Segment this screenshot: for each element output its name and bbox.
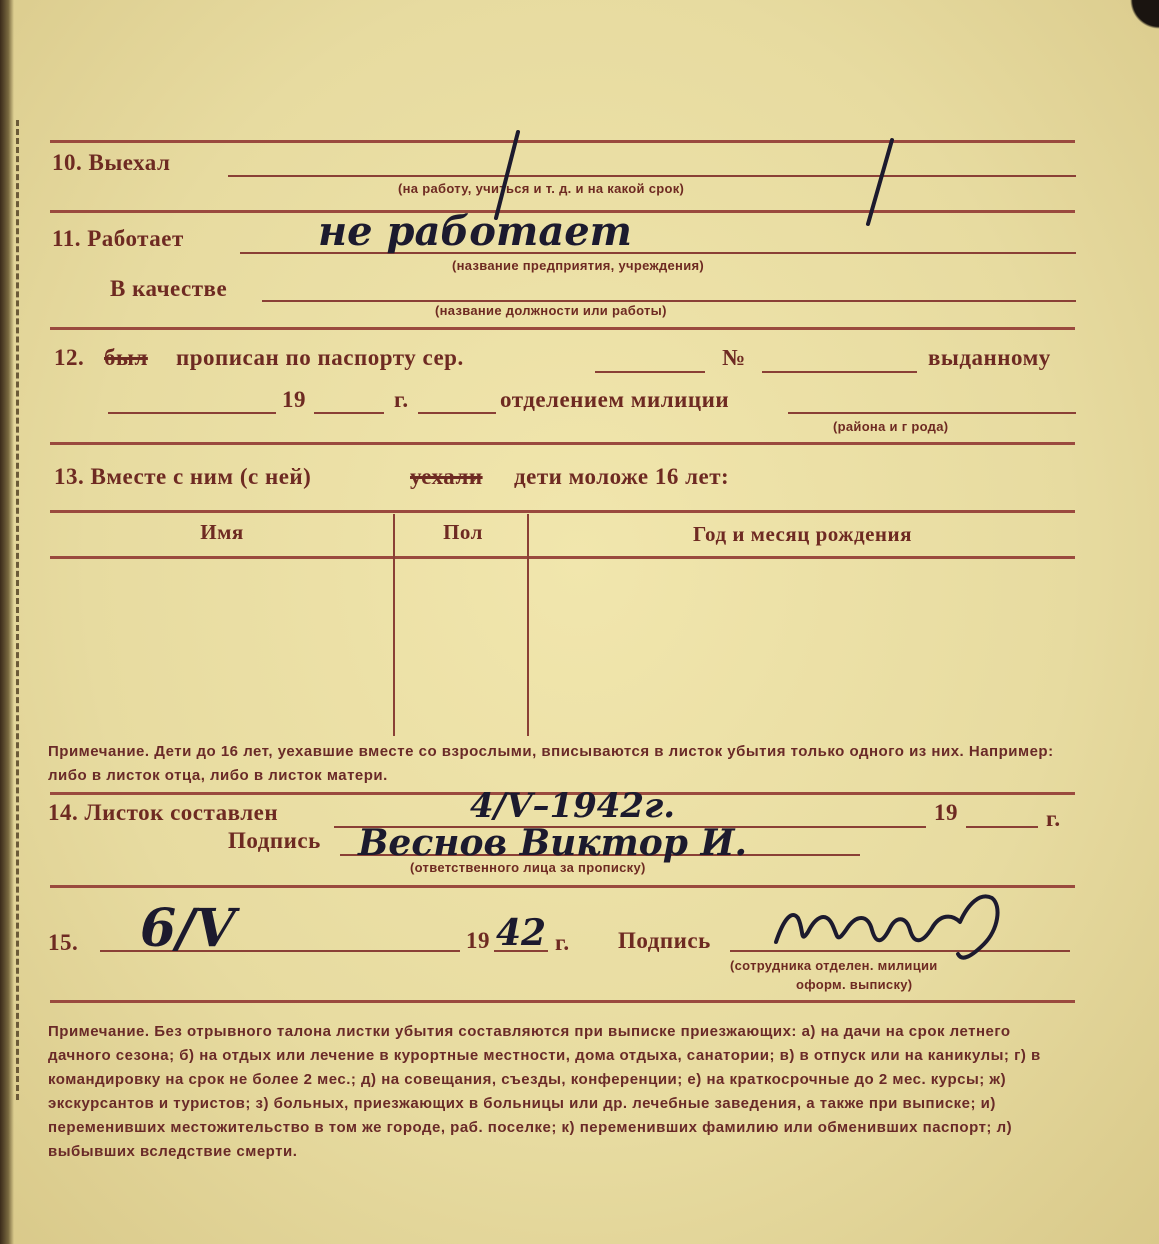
field15-date-handwritten: 6/V (140, 898, 236, 959)
field10-hint: (на работу, учиться и т. д. и на какой срок) (398, 181, 685, 196)
field15-hint2: оформ. выписку) (796, 977, 913, 992)
field13-struck-word: уехали (410, 464, 483, 489)
field15-g-label: г. (555, 930, 570, 955)
field11-label: 11. Работает (52, 226, 184, 251)
children-col-name: Имя (200, 520, 244, 544)
field12-text1: прописан по паспорту сер. (176, 345, 464, 370)
field12-struck-word: был (104, 345, 148, 370)
ink-slash-mark (496, 132, 518, 218)
ink-slash-mark (868, 140, 892, 224)
field14-date-handwritten: 4/V–1942г. (470, 786, 676, 826)
field12-year-label: 19 (282, 387, 306, 412)
field13-note: Примечание. Дети до 16 лет, уехавшие вместе со взрослыми, вписываются в листок убытия только одного из них. Например: либо в листок отца, либо в листок матери. (48, 743, 1054, 784)
field15-hint1: (сотрудника отделен. милиции (730, 958, 938, 973)
field15-year-label: 19 (466, 928, 490, 953)
field12-g-label: г. (394, 387, 409, 412)
field12-no-label: № (722, 345, 746, 370)
field12-hint: (района и г рода) (833, 419, 949, 434)
field11-hint1: (название предприятия, учреждения) (452, 258, 705, 273)
police-signature (776, 896, 998, 957)
field14-signature-label: Подпись (228, 828, 321, 853)
field15-year-handwritten: 42 (496, 912, 547, 954)
field13-text-before: 13. Вместе с ним (с ней) (54, 464, 312, 489)
field11-hint2: (название должности или работы) (435, 303, 667, 318)
field15-label: 15. (48, 930, 79, 955)
footnote: Примечание. Без отрывного талона листки убытия составляются при выписке приезжающих: а) на дачи на срок летнего дачного сезона; б) на отдых или лечение в курортные местности, дома отдыха, санатории; в) в отпуск или на каникулы; г) в командировку на срок не более 2 мес.; д) на совещания, съезды, конференции; е) на краткосрочные до 2 мес. курсы; ж) экскурсантов и туристов; з) больных, приезжающих в больницы или др. лечебные заведения, а также при выписке; и) переменивших местожительство в том же городе, раб. поселке; к) переменивших фамилию или обменивших паспорт; л) выбывших вследствие смерти. (48, 1023, 1041, 1160)
field11-position-label: В качестве (110, 276, 228, 301)
field14-hint: (ответственного лица за прописку) (410, 860, 646, 875)
field15-signature-label: Подпись (618, 928, 711, 953)
field10-label: 10. Выехал (52, 150, 171, 175)
children-col-sex: Пол (443, 520, 483, 544)
field14-label: 14. Листок составлен (48, 800, 279, 825)
field14-year-label: 19 (934, 800, 958, 825)
field12-text2: выданному (928, 345, 1051, 370)
field12-number: 12. (54, 345, 85, 370)
children-col-birth: Год и месяц рождения (693, 522, 912, 546)
field13-text-after: дети моложе 16 лет: (514, 464, 730, 489)
field11-handwritten-value: не работает (318, 208, 633, 255)
field14-g-label: г. (1046, 806, 1061, 831)
field14-signature-handwritten: Веснов Виктор И. (358, 822, 748, 864)
field12-dept-label: отделением милиции (500, 387, 730, 412)
